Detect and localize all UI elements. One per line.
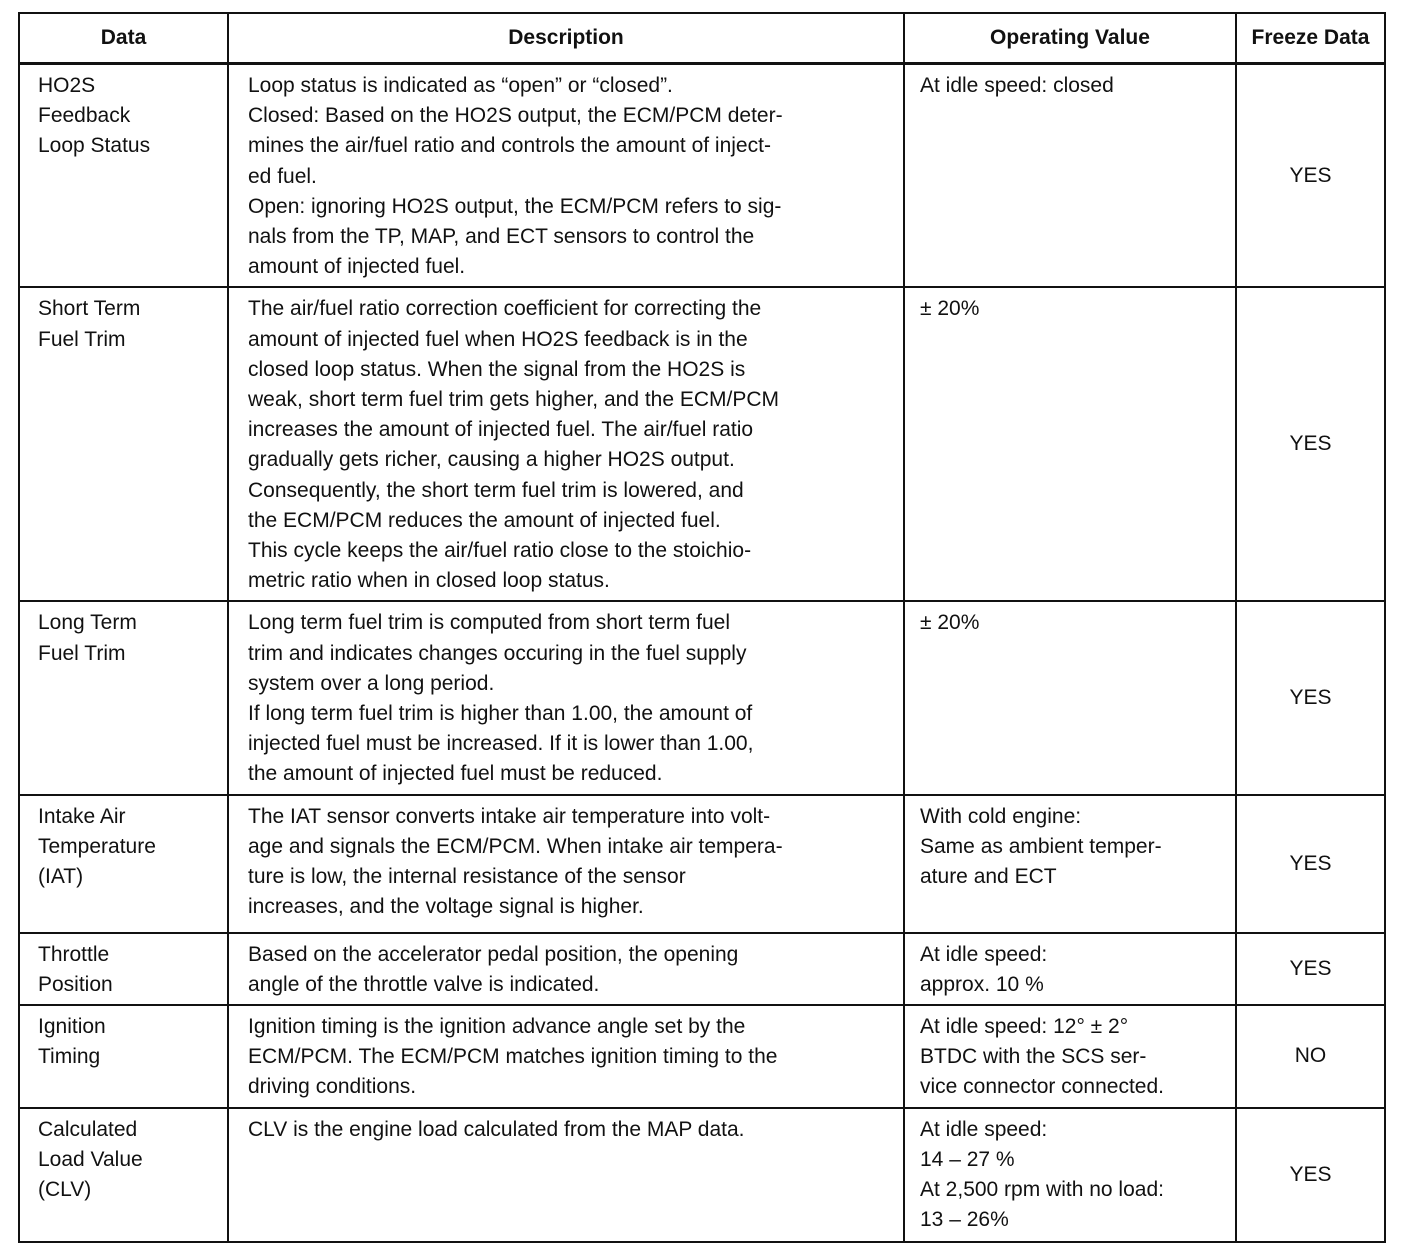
description-text: Long term fuel trim is computed from short term fuel [248, 611, 731, 635]
description-text: Loop status is indicated as “open” or “closed”. [248, 74, 673, 97]
description-text: This cycle keeps the air/fuel ratio close to the stoichio- [248, 539, 752, 563]
data-cell [19, 601, 228, 794]
operating-value-cell [904, 601, 1236, 794]
data-text: Ignition [38, 1015, 106, 1039]
table-row [19, 1005, 1385, 1108]
operating-value-text: At idle speed: 12° ± 2° [920, 1015, 1129, 1039]
data-text: Long Term [38, 611, 137, 635]
description-text: The IAT sensor converts intake air temperature into volt- [248, 804, 771, 828]
operating-value-text: 13 – 26% [920, 1208, 1009, 1232]
header-description: Description [228, 13, 904, 64]
freeze-data-cell: YES [1236, 1108, 1385, 1242]
table-row [19, 601, 1385, 794]
data-text: Calculated [38, 1117, 138, 1141]
description-text: increases, and the voltage signal is higher. [248, 895, 644, 919]
table-row [19, 1108, 1385, 1242]
description-text: weak, short term fuel trim gets higher, and the ECM/PCM [248, 388, 780, 412]
description-text: amount of injected fuel. [248, 255, 466, 279]
operating-value-text: ature and ECT [920, 865, 1057, 889]
header-operating-value: Operating Value [904, 13, 1236, 64]
header-row [19, 13, 1385, 64]
description-text: ECM/PCM. The ECM/PCM matches ignition timing to the [248, 1045, 778, 1069]
description-text: gradually gets richer, causing a higher HO2S output. [248, 448, 735, 472]
operating-value-cell [904, 1005, 1236, 1108]
header-freeze-data: Freeze Data [1236, 13, 1385, 64]
operating-value-text: At idle speed: [920, 1117, 1048, 1141]
description-text: mines the air/fuel ratio and controls the amount of inject- [248, 134, 771, 158]
operating-value-text: At 2,500 rpm with no load: [920, 1178, 1164, 1202]
description-text: injected fuel must be increased. If it is lower than 1.00, [248, 732, 754, 756]
description-text: system over a long period. [248, 671, 495, 695]
data-table-container [18, 12, 1384, 1243]
freeze-data-cell: YES [1236, 795, 1385, 933]
data-cell [19, 1005, 228, 1108]
operating-value-text: vice connector connected. [920, 1075, 1164, 1099]
data-cell [19, 933, 228, 1005]
data-text: Loop Status [38, 134, 151, 158]
description-text: Consequently, the short term fuel trim is lowered, and [248, 478, 744, 502]
data-text: Timing [38, 1045, 101, 1069]
data-text: Intake Air [38, 804, 126, 828]
data-text: Fuel Trim [38, 327, 126, 351]
description-cell [228, 933, 904, 1005]
description-text: nals from the TP, MAP, and ECT sensors to control the [248, 225, 755, 249]
data-cell [19, 287, 228, 601]
description-text: ed fuel. [248, 164, 317, 188]
data-text: Feedback [38, 104, 131, 128]
description-text: Based on the accelerator pedal position, the opening [248, 942, 739, 966]
description-cell [228, 64, 904, 288]
description-text: driving conditions. [248, 1075, 417, 1099]
operating-value-text: Same as ambient temper- [920, 834, 1162, 858]
freeze-data-cell: YES [1236, 933, 1385, 1005]
description-text: the amount of injected fuel must be reduced. [248, 762, 663, 786]
description-text: age and signals the ECM/PCM. When intake air tempera- [248, 834, 783, 858]
operating-value-text: approx. 10 % [920, 972, 1044, 996]
header-data: Data [19, 13, 228, 64]
data-text: Load Value [38, 1147, 143, 1171]
description-text: CLV is the engine load calculated from the MAP data. [248, 1117, 745, 1141]
data-cell [19, 795, 228, 933]
operating-value-text: ± 20% [920, 611, 980, 635]
data-text: (CLV) [38, 1178, 92, 1202]
description-text: Open: ignoring HO2S output, the ECM/PCM refers to sig- [248, 194, 782, 218]
description-text: increases the amount of injected fuel. The air/fuel ratio [248, 418, 754, 442]
description-cell [228, 1005, 904, 1108]
operating-value-text: BTDC with the SCS ser- [920, 1045, 1147, 1069]
data-text: Throttle [38, 942, 110, 966]
operating-value-text: 14 – 27 % [920, 1147, 1015, 1171]
description-text: metric ratio when in closed loop status. [248, 569, 610, 593]
data-text: Fuel Trim [38, 641, 126, 665]
data-text: HO2S [38, 74, 96, 97]
description-text: ture is low, the internal resistance of the sensor [248, 865, 686, 889]
operating-value-cell [904, 287, 1236, 601]
data-text: (IAT) [38, 865, 84, 889]
description-text: Ignition timing is the ignition advance angle set by the [248, 1015, 746, 1039]
description-cell [228, 1108, 904, 1242]
description-text: Closed: Based on the HO2S output, the ECM/PCM deter- [248, 104, 783, 128]
description-text: closed loop status. When the signal from the HO2S is [248, 357, 746, 381]
operating-value-text: At idle speed: [920, 942, 1048, 966]
data-table [18, 12, 1386, 1243]
description-text: amount of injected fuel when HO2S feedback is in the [248, 327, 748, 351]
description-text: If long term fuel trim is higher than 1.00, the amount of [248, 702, 753, 726]
operating-value-cell [904, 795, 1236, 933]
operating-value-cell [904, 1108, 1236, 1242]
description-cell [228, 601, 904, 794]
data-text: Short Term [38, 297, 141, 321]
table-row [19, 64, 1385, 288]
description-cell [228, 795, 904, 933]
operating-value-cell [904, 64, 1236, 288]
data-text: Position [38, 972, 113, 996]
operating-value-text: With cold engine: [920, 804, 1082, 828]
description-text: The air/fuel ratio correction coefficient for correcting the [248, 297, 762, 321]
operating-value-text: ± 20% [920, 297, 980, 321]
table-row [19, 795, 1385, 933]
freeze-data-cell: YES [1236, 601, 1385, 794]
freeze-data-cell: YES [1236, 64, 1385, 288]
table-row [19, 287, 1385, 601]
data-cell [19, 1108, 228, 1242]
table-row [19, 933, 1385, 1005]
data-cell [19, 64, 228, 288]
data-text: Temperature [38, 834, 156, 858]
description-text: the ECM/PCM reduces the amount of injected fuel. [248, 508, 721, 532]
freeze-data-cell: YES [1236, 287, 1385, 601]
operating-value-text: At idle speed: closed [920, 74, 1114, 97]
operating-value-cell [904, 933, 1236, 1005]
freeze-data-cell: NO [1236, 1005, 1385, 1108]
description-text: angle of the throttle valve is indicated. [248, 972, 600, 996]
description-cell [228, 287, 904, 601]
description-text: trim and indicates changes occuring in the fuel supply [248, 641, 747, 665]
